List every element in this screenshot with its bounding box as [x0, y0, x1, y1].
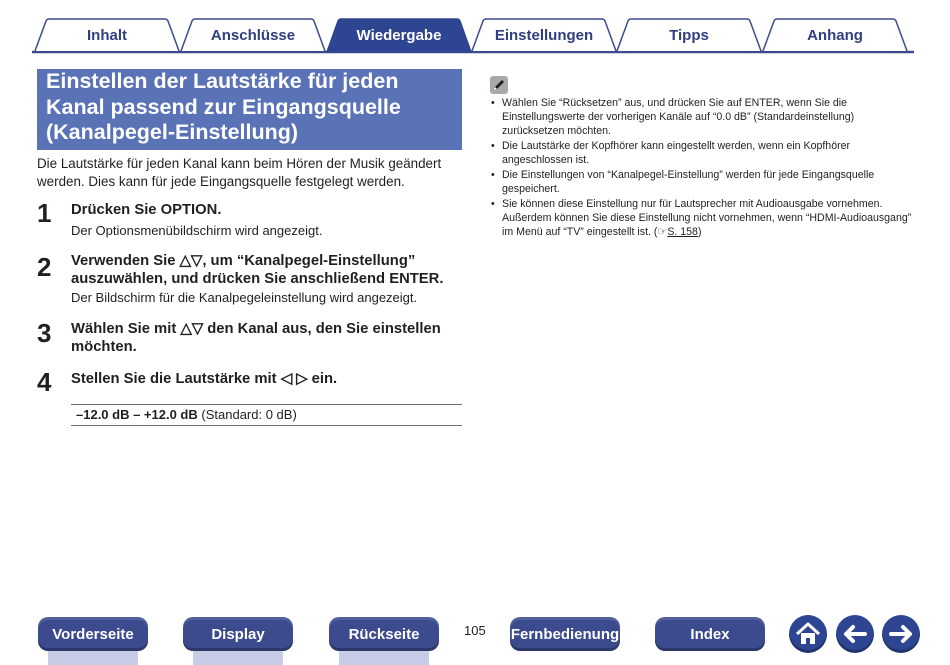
nav-foot	[48, 651, 138, 665]
step-heading: Wählen Sie mit △▽ den Kanal aus, den Sie einstellen	[71, 321, 441, 337]
arrow-right-icon	[882, 615, 920, 653]
notes-list	[489, 96, 919, 240]
page-reference-link[interactable]: S. 158	[667, 226, 698, 238]
note-item	[489, 197, 919, 239]
step-heading: Stellen Sie die Lautstärke mit ◁ ▷ ein.	[71, 371, 338, 387]
step-heading: Verwenden Sie △▽, um “Kanalpegel-Einstellung”	[71, 253, 416, 269]
arrow-left-icon	[836, 615, 874, 653]
title-line-3: (Kanalpegel-Einstellung)	[46, 120, 299, 144]
pencil-note-icon	[490, 76, 508, 94]
step-heading-cont: auszuwählen, und drücken Sie anschließend ENTER.	[71, 271, 444, 287]
intro-text: Die Lautstärke für jeden Kanal kann beim Hören der Musik geändert werden. Dies kann für jede Eingangsquelle festgelegt werden.	[37, 156, 442, 189]
tab-label: Anschlüsse	[210, 26, 296, 44]
tab-label: Tipps	[669, 26, 709, 44]
page-number: 105	[464, 623, 486, 638]
step-number: 3	[37, 318, 52, 348]
step-heading: Drücken Sie OPTION.	[71, 202, 222, 218]
step-description: Der Bildschirm für die Kanalpegeleinstellung wird angezeigt.	[71, 290, 418, 305]
level-range	[71, 404, 462, 426]
tab-tipps[interactable]	[616, 18, 762, 52]
step-heading-cont: möchten.	[71, 339, 137, 355]
range-value: –12.0 dB – +12.0 dB	[76, 407, 198, 422]
step-number: 4	[37, 367, 52, 397]
section-title	[37, 69, 462, 150]
nav-foot	[339, 651, 429, 665]
note-text: Sie können diese Einstellung nur für Lautsprecher mit Audioausgabe vornehmen. Außerdem können Sie diese Einstellung nicht vornehmen, wenn “HDMI-Audioausgang” im Menü auf “TV” eingestellt ist. (	[502, 198, 912, 238]
pointing-hand-icon: ☞	[657, 226, 668, 238]
step-number: 1	[37, 198, 52, 228]
note-close: )	[697, 226, 702, 238]
title-line-2: Kanal passend zur Eingangsquelle	[46, 94, 401, 119]
display-button[interactable]: Display	[183, 617, 293, 651]
range-standard: (Standard: 0 dB)	[201, 407, 297, 422]
forward-button[interactable]	[882, 615, 920, 653]
home-button[interactable]	[789, 615, 827, 653]
tab-label: Anhang	[807, 26, 863, 44]
tab-label: Einstellungen	[494, 26, 594, 44]
home-icon	[789, 615, 827, 653]
front-panel-button[interactable]: Vorderseite	[38, 617, 148, 651]
tab-inhalt[interactable]	[34, 18, 180, 52]
step-description: Der Optionsmenübildschirm wird angezeigt.	[71, 223, 323, 238]
tab-wiedergabe[interactable]	[326, 18, 472, 52]
tab-anschluesse[interactable]	[180, 18, 326, 52]
tab-label: Wiedergabe	[356, 26, 442, 44]
step-number: 2	[37, 252, 52, 282]
back-button[interactable]	[836, 615, 874, 653]
note-item: • Die Einstellungen von “Kanalpegel-Einstellung” werden für jede Eingangsquelle gespeichert.	[489, 168, 919, 196]
tab-bar	[0, 0, 950, 56]
nav-foot	[193, 651, 283, 665]
title-line-1: Einstellen der Lautstärke für jeden	[46, 69, 399, 93]
tab-label: Inhalt	[87, 26, 127, 44]
rear-panel-button[interactable]: Rückseite	[329, 617, 439, 651]
note-item: • Die Lautstärke der Kopfhörer kann eingestellt werden, wenn ein Kopfhörer angeschlossen ist.	[489, 139, 919, 167]
remote-control-button[interactable]: Fernbedienung	[510, 617, 620, 651]
index-button[interactable]: Index	[655, 617, 765, 651]
tab-einstellungen[interactable]	[471, 18, 617, 52]
note-item: • Wählen Sie “Rücksetzen” aus, und drücken Sie auf ENTER, wenn Sie die Einstellungswerte der vorherigen Kanäle auf “0.0 dB” (Standardeinstellung) zurücksetzen möchten.	[489, 96, 919, 138]
tab-anhang[interactable]	[762, 18, 908, 52]
